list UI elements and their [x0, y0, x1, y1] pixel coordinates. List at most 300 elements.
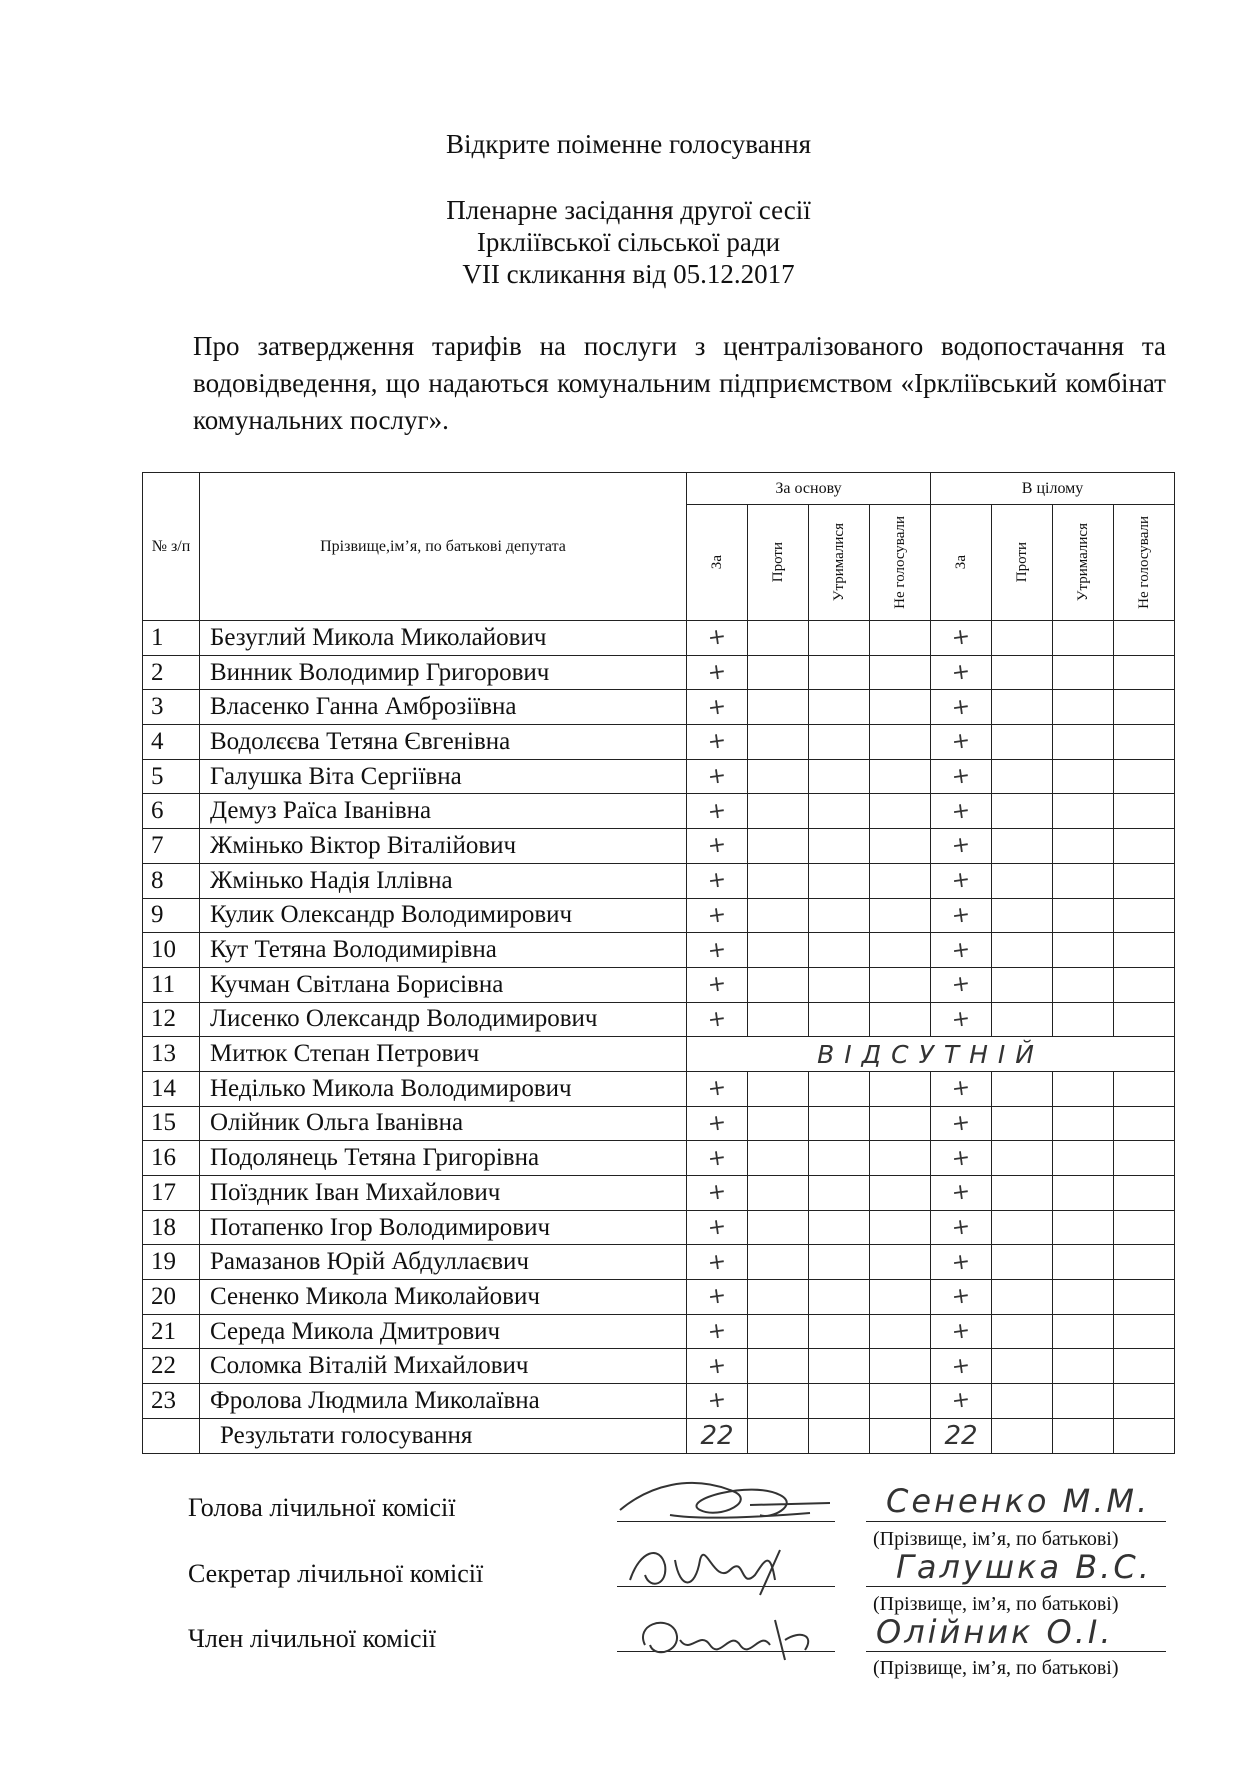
voting-table-body [143, 621, 1175, 1419]
vote-cell-abstained-basis [809, 1106, 870, 1141]
vote-cell-for-whole [931, 655, 992, 690]
vote-cell-against-whole [992, 621, 1053, 656]
vote-cell-not-voted-whole [1114, 967, 1175, 1002]
vote-cell-abstained-whole [1053, 655, 1114, 690]
vote-cell-for-whole [931, 1002, 992, 1037]
vote-cell-for-basis [687, 1106, 748, 1141]
vote-cell-not-voted-basis [870, 1002, 931, 1037]
vote-mark: + [950, 728, 972, 756]
vote-cell-abstained-basis [809, 1280, 870, 1315]
chair-signature [610, 1465, 840, 1535]
vote-cell-for-basis [687, 1245, 748, 1280]
vote-cell-for-whole [931, 1176, 992, 1211]
vote-cell-not-voted-basis [870, 1106, 931, 1141]
vote-cell-against-basis [748, 1245, 809, 1280]
deputy-name: Жмінько Віктор Віталійович [200, 829, 687, 864]
vote-mark: + [706, 936, 728, 964]
deputy-name: Олійник Ольга Іванівна [200, 1106, 687, 1141]
vote-cell-for-basis [687, 1141, 748, 1176]
vote-cell-abstained-basis [809, 759, 870, 794]
deputy-name: Неділько Микола Володимирович [200, 1071, 687, 1106]
row-number: 23 [143, 1384, 200, 1419]
vote-cell-not-voted-whole [1114, 933, 1175, 968]
result-not-voted-basis [870, 1418, 931, 1453]
vote-cell-not-voted-basis [870, 829, 931, 864]
vote-cell-abstained-basis [809, 655, 870, 690]
group-header-basis: За основу [687, 473, 931, 505]
result-against-basis [748, 1418, 809, 1453]
result-for-whole: 22 [931, 1418, 992, 1453]
vote-cell-abstained-whole [1053, 1245, 1114, 1280]
council-header-line: Ірклiївської сільської ради [476, 227, 781, 257]
chair-caption: (Прізвище, ім’я, по батькові) [873, 1528, 1119, 1550]
vote-cell-not-voted-whole [1114, 1245, 1175, 1280]
vote-cell-for-basis [687, 1002, 748, 1037]
session-header-line: Пленарне засідання другої сесії [446, 195, 811, 225]
table-row [143, 1280, 1175, 1315]
vote-cell-not-voted-whole [1114, 898, 1175, 933]
vote-cell-abstained-basis [809, 1176, 870, 1211]
row-number: 4 [143, 725, 200, 760]
vote-cell-not-voted-whole [1114, 759, 1175, 794]
member-signature [635, 1600, 835, 1670]
vote-cell-against-basis [748, 1071, 809, 1106]
vote-cell-against-whole [992, 1071, 1053, 1106]
vote-cell-not-voted-basis [870, 933, 931, 968]
vote-cell-abstained-basis [809, 1245, 870, 1280]
vote-cell-for-basis [687, 621, 748, 656]
vote-cell-abstained-basis [809, 690, 870, 725]
vote-cell-abstained-whole [1053, 967, 1114, 1002]
deputy-name: Митюк Степан Петрович [200, 1037, 687, 1072]
table-row [143, 933, 1175, 968]
table-row [143, 1245, 1175, 1280]
vote-cell-against-whole [992, 898, 1053, 933]
vote-cell-not-voted-basis [870, 794, 931, 829]
vote-cell-abstained-whole [1053, 863, 1114, 898]
vote-mark: + [706, 658, 728, 687]
vote-cell-abstained-whole [1053, 1176, 1114, 1211]
vote-cell-not-voted-whole [1114, 690, 1175, 725]
vote-cell-abstained-whole [1053, 794, 1114, 829]
row-number: 1 [143, 621, 200, 656]
vote-cell-not-voted-whole [1114, 829, 1175, 864]
deputy-name: Рамазанов Юрій Абдуллаєвич [200, 1245, 687, 1280]
vote-cell-against-basis [748, 794, 809, 829]
table-row [143, 1106, 1175, 1141]
table-row [143, 1141, 1175, 1176]
vote-cell-for-whole [931, 829, 992, 864]
vote-cell-not-voted-basis [870, 1071, 931, 1106]
vote-mark: + [950, 1283, 972, 1311]
vote-cell-against-basis [748, 967, 809, 1002]
vote-mark: + [706, 1179, 728, 1207]
row-number: 14 [143, 1071, 200, 1106]
table-row [143, 863, 1175, 898]
vote-cell-not-voted-whole [1114, 1314, 1175, 1349]
vote-cell-not-voted-whole [1114, 794, 1175, 829]
vote-cell-for-basis [687, 1210, 748, 1245]
row-number: 20 [143, 1280, 200, 1315]
vote-mark: + [706, 693, 728, 721]
vote-cell-for-whole [931, 621, 992, 656]
vote-cell-against-basis [748, 1384, 809, 1419]
vote-cell-against-whole [992, 1384, 1053, 1419]
vote-cell-for-whole [931, 1071, 992, 1106]
vote-cell-against-whole [992, 1245, 1053, 1280]
row-number: 12 [143, 1002, 200, 1037]
vote-cell-against-whole [992, 967, 1053, 1002]
vote-cell-against-basis [748, 655, 809, 690]
vote-cell-not-voted-whole [1114, 725, 1175, 760]
vote-cell-abstained-basis [809, 933, 870, 968]
table-row [143, 967, 1175, 1002]
vote-cell-abstained-whole [1053, 1106, 1114, 1141]
deputy-name: Власенко Ганна Амброзіївна [200, 690, 687, 725]
vote-cell-abstained-basis [809, 1384, 870, 1419]
vote-cell-not-voted-whole [1114, 1071, 1175, 1106]
table-row [143, 794, 1175, 829]
vote-cell-abstained-whole [1053, 933, 1114, 968]
col-header-not-voted: Не голосували [870, 505, 931, 621]
vote-cell-for-basis [687, 1314, 748, 1349]
name-header: Прізвище,ім’я, по батькові депутата [200, 473, 687, 621]
vote-mark: + [950, 1213, 972, 1242]
vote-cell-abstained-basis [809, 1210, 870, 1245]
deputy-name: Лисенко Олександр Володимирович [200, 1002, 687, 1037]
row-number: 10 [143, 933, 200, 968]
vote-cell-not-voted-whole [1114, 1176, 1175, 1211]
deputy-name: Поїздник Іван Михайлович [200, 1176, 687, 1211]
vote-mark: + [950, 971, 972, 999]
vote-cell-abstained-basis [809, 829, 870, 864]
session-header [0, 194, 1257, 290]
member-label: Член лічильної комісії [188, 1624, 436, 1653]
deputy-name: Сененко Микола Миколайович [200, 1280, 687, 1315]
row-number: 3 [143, 690, 200, 725]
vote-cell-not-voted-basis [870, 1314, 931, 1349]
col-header-against: Проти [992, 505, 1053, 621]
vote-cell-not-voted-whole [1114, 1384, 1175, 1419]
table-row [143, 1002, 1175, 1037]
col-header-abstained: Утрималися [809, 505, 870, 621]
group-header-whole: В цілому [931, 473, 1175, 505]
vote-mark: + [950, 797, 972, 825]
secretary-label: Секретар лічильної комісії [188, 1559, 484, 1588]
vote-cell-against-whole [992, 1314, 1053, 1349]
row-number: 2 [143, 655, 200, 690]
vote-cell-not-voted-whole [1114, 1106, 1175, 1141]
row-number: 13 [143, 1037, 200, 1072]
result-not-voted-whole [1114, 1418, 1175, 1453]
vote-cell-not-voted-whole [1114, 1210, 1175, 1245]
row-number: 6 [143, 794, 200, 829]
vote-cell-for-basis [687, 1280, 748, 1315]
vote-cell-against-whole [992, 1349, 1053, 1384]
vote-mark: + [950, 1109, 972, 1138]
vote-cell-against-basis [748, 829, 809, 864]
vote-cell-abstained-basis [809, 1002, 870, 1037]
vote-cell-abstained-whole [1053, 829, 1114, 864]
vote-cell-against-basis [748, 759, 809, 794]
vote-mark: + [706, 762, 728, 791]
vote-cell-against-whole [992, 1141, 1053, 1176]
row-number: 17 [143, 1176, 200, 1211]
absent-note: ВІДСУТНІЙ [687, 1037, 1175, 1072]
vote-mark: + [706, 728, 728, 756]
vote-cell-for-whole [931, 863, 992, 898]
vote-cell-for-basis [687, 933, 748, 968]
deputy-name: Подолянець Тетяна Григорівна [200, 1141, 687, 1176]
deputy-name: Потапенко Ігор Володимирович [200, 1210, 687, 1245]
member-caption: (Прізвище, ім’я, по батькові) [873, 1657, 1119, 1679]
vote-mark: + [950, 693, 972, 721]
table-row [143, 898, 1175, 933]
vote-cell-against-whole [992, 690, 1053, 725]
row-number: 7 [143, 829, 200, 864]
vote-cell-for-whole [931, 1384, 992, 1419]
deputy-name: Кулик Олександр Володимирович [200, 898, 687, 933]
vote-mark: + [706, 797, 728, 825]
vote-mark: + [706, 866, 728, 895]
vote-mark: + [950, 1352, 972, 1380]
vote-mark: + [706, 971, 728, 999]
vote-mark: + [706, 1075, 728, 1103]
vote-cell-for-whole [931, 933, 992, 968]
col-header-not-voted: Не голосували [1114, 505, 1175, 621]
deputy-name: Середа Микола Дмитрович [200, 1314, 687, 1349]
vote-cell-for-basis [687, 1176, 748, 1211]
vote-cell-against-whole [992, 863, 1053, 898]
vote-cell-abstained-basis [809, 1314, 870, 1349]
voting-table [142, 472, 1175, 1454]
vote-cell-not-voted-basis [870, 759, 931, 794]
vote-cell-for-basis [687, 794, 748, 829]
vote-cell-for-whole [931, 898, 992, 933]
number-header: № з/п [143, 473, 200, 621]
vote-cell-against-basis [748, 690, 809, 725]
vote-cell-not-voted-whole [1114, 655, 1175, 690]
col-header-for: За [931, 505, 992, 621]
vote-cell-not-voted-whole [1114, 863, 1175, 898]
vote-mark: + [950, 1075, 972, 1103]
row-number: 19 [143, 1245, 200, 1280]
row-number: 15 [143, 1106, 200, 1141]
vote-cell-not-voted-basis [870, 1349, 931, 1384]
chair-name-line [866, 1521, 1166, 1522]
table-row [143, 829, 1175, 864]
vote-mark: + [706, 1213, 728, 1242]
vote-mark: + [706, 901, 728, 930]
document-title: Відкрите поіменне голосування [445, 129, 811, 159]
deputy-name: Соломка Віталій Михайлович [200, 1349, 687, 1384]
vote-cell-against-basis [748, 1280, 809, 1315]
vote-cell-for-basis [687, 655, 748, 690]
vote-cell-against-basis [748, 1314, 809, 1349]
deputy-name: Водолєєва Тетяна Євгенівна [200, 725, 687, 760]
vote-cell-not-voted-whole [1114, 1002, 1175, 1037]
vote-cell-not-voted-basis [870, 1384, 931, 1419]
result-label: Результати голосування [200, 1418, 687, 1453]
member-name-line [866, 1651, 1166, 1652]
row-number: 21 [143, 1314, 200, 1349]
vote-cell-against-basis [748, 898, 809, 933]
vote-cell-abstained-basis [809, 967, 870, 1002]
table-row [143, 1071, 1175, 1106]
vote-mark: + [706, 1352, 728, 1380]
row-number: 5 [143, 759, 200, 794]
table-row [143, 1210, 1175, 1245]
vote-cell-not-voted-basis [870, 967, 931, 1002]
chair-label: Голова лічильної комісії [188, 1493, 456, 1522]
vote-mark: + [950, 866, 972, 895]
row-number: 8 [143, 863, 200, 898]
vote-cell-not-voted-basis [870, 621, 931, 656]
table-row [143, 1176, 1175, 1211]
vote-cell-for-basis [687, 725, 748, 760]
row-number: 22 [143, 1349, 200, 1384]
vote-mark: + [706, 1283, 728, 1311]
vote-cell-abstained-whole [1053, 1384, 1114, 1419]
member-handwritten-name: Олійник О.І. [876, 1613, 1114, 1651]
vote-cell-against-whole [992, 1210, 1053, 1245]
vote-cell-against-basis [748, 1176, 809, 1211]
vote-mark: + [950, 1179, 972, 1207]
table-row [143, 1349, 1175, 1384]
vote-cell-against-basis [748, 1210, 809, 1245]
vote-cell-against-basis [748, 1002, 809, 1037]
vote-mark: + [706, 1248, 728, 1276]
row-number: 18 [143, 1210, 200, 1245]
table-row [143, 1384, 1175, 1419]
vote-cell-abstained-basis [809, 1349, 870, 1384]
vote-cell-against-basis [748, 725, 809, 760]
result-against-whole [992, 1418, 1053, 1453]
row-number: 9 [143, 898, 200, 933]
secretary-handwritten-name: Галушка В.С. [896, 1548, 1152, 1586]
vote-cell-abstained-whole [1053, 759, 1114, 794]
vote-cell-abstained-whole [1053, 621, 1114, 656]
secretary-caption: (Прізвище, ім’я, по батькові) [873, 1593, 1119, 1615]
vote-cell-abstained-basis [809, 1071, 870, 1106]
vote-cell-not-voted-basis [870, 725, 931, 760]
vote-cell-abstained-basis [809, 794, 870, 829]
deputy-name: Кут Тетяна Володимирівна [200, 933, 687, 968]
vote-cell-for-basis [687, 690, 748, 725]
vote-cell-abstained-whole [1053, 1002, 1114, 1037]
vote-mark: + [706, 1387, 728, 1415]
vote-cell-abstained-basis [809, 863, 870, 898]
vote-cell-against-whole [992, 1106, 1053, 1141]
vote-cell-abstained-basis [809, 621, 870, 656]
vote-mark: + [706, 1144, 728, 1172]
vote-mark: + [950, 1005, 972, 1034]
vote-mark: + [706, 1109, 728, 1138]
deputy-name: Кучман Світлана Борисівна [200, 967, 687, 1002]
vote-cell-not-voted-basis [870, 1245, 931, 1280]
vote-cell-not-voted-whole [1114, 1349, 1175, 1384]
vote-mark: + [950, 624, 972, 652]
vote-cell-for-whole [931, 1280, 992, 1315]
table-row [143, 690, 1175, 725]
secretary-signature [620, 1530, 830, 1605]
vote-cell-against-whole [992, 829, 1053, 864]
col-header-for: За [687, 505, 748, 621]
vote-cell-against-whole [992, 1280, 1053, 1315]
vote-cell-against-basis [748, 1349, 809, 1384]
vote-cell-for-basis [687, 1071, 748, 1106]
result-row [143, 1418, 1175, 1453]
vote-cell-not-voted-basis [870, 898, 931, 933]
vote-mark: + [950, 658, 972, 687]
deputy-name: Безуглий Микола Миколайович [200, 621, 687, 656]
vote-cell-abstained-basis [809, 898, 870, 933]
vote-mark: + [950, 832, 972, 860]
deputy-name: Фролова Людмила Миколаївна [200, 1384, 687, 1419]
result-abstained-basis [809, 1418, 870, 1453]
vote-cell-for-whole [931, 1349, 992, 1384]
convocation-date-line: VII скликання від 05.12.2017 [462, 259, 795, 289]
vote-cell-abstained-whole [1053, 725, 1114, 760]
vote-cell-against-whole [992, 759, 1053, 794]
vote-cell-for-whole [931, 1210, 992, 1245]
vote-cell-against-whole [992, 794, 1053, 829]
vote-mark: + [950, 1144, 972, 1172]
deputy-name: Винник Володимир Григорович [200, 655, 687, 690]
vote-cell-against-basis [748, 621, 809, 656]
vote-cell-against-basis [748, 863, 809, 898]
vote-cell-against-whole [992, 655, 1053, 690]
vote-cell-against-whole [992, 725, 1053, 760]
vote-mark: + [950, 1387, 972, 1415]
vote-mark: + [950, 1248, 972, 1276]
deputy-name: Демуз Раїса Іванівна [200, 794, 687, 829]
vote-cell-not-voted-basis [870, 1141, 931, 1176]
vote-mark: + [950, 1317, 972, 1346]
vote-cell-not-voted-whole [1114, 1141, 1175, 1176]
vote-mark: + [706, 624, 728, 652]
vote-cell-for-basis [687, 829, 748, 864]
vote-cell-against-whole [992, 933, 1053, 968]
table-row [143, 1037, 1175, 1072]
vote-cell-for-basis [687, 967, 748, 1002]
vote-cell-for-basis [687, 759, 748, 794]
vote-mark: + [706, 832, 728, 860]
vote-cell-abstained-whole [1053, 898, 1114, 933]
vote-cell-for-whole [931, 1106, 992, 1141]
row-number: 11 [143, 967, 200, 1002]
table-row [143, 621, 1175, 656]
row-number: 16 [143, 1141, 200, 1176]
vote-cell-not-voted-basis [870, 1176, 931, 1211]
vote-cell-for-whole [931, 759, 992, 794]
vote-cell-for-basis [687, 1349, 748, 1384]
result-for-basis: 22 [687, 1418, 748, 1453]
vote-cell-not-voted-whole [1114, 621, 1175, 656]
vote-cell-not-voted-basis [870, 1280, 931, 1315]
vote-mark: + [950, 936, 972, 964]
table-row [143, 759, 1175, 794]
vote-cell-for-whole [931, 967, 992, 1002]
vote-mark: + [706, 1317, 728, 1346]
vote-cell-abstained-whole [1053, 1349, 1114, 1384]
vote-cell-against-basis [748, 1106, 809, 1141]
vote-cell-abstained-basis [809, 725, 870, 760]
deputy-name: Галушка Віта Сергіївна [200, 759, 687, 794]
deputy-name: Жмінько Надія Іллівна [200, 863, 687, 898]
vote-cell-against-basis [748, 1141, 809, 1176]
chair-handwritten-name: Сененко М.М. [886, 1482, 1151, 1520]
